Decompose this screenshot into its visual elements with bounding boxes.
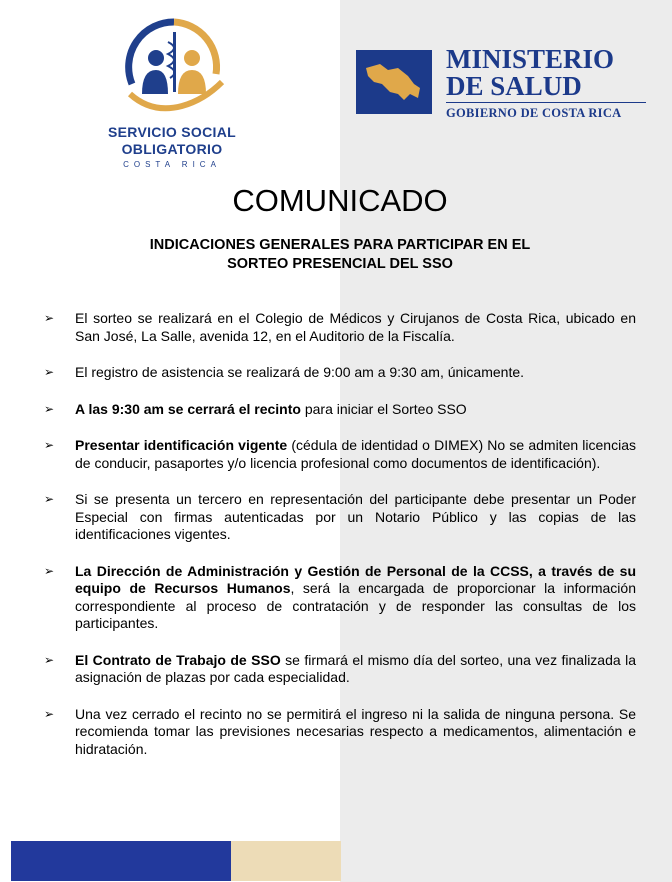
page-title: COMUNICADO <box>232 183 448 218</box>
item-bold: A las 9:30 am se cerrará el recinto <box>75 400 301 417</box>
item-text: Si se presenta un tercero en representación del participante debe presentar un Poder Especial con firmas autenticadas por un Notario Público y las copias de las identificaciones vigentes. <box>75 491 636 542</box>
arrow-bullet-icon: ➢ <box>44 401 55 416</box>
arrow-bullet-icon: ➢ <box>44 492 55 506</box>
arrow-bullet-icon: ➢ <box>44 652 55 667</box>
ministerio-title: MINISTERIO <box>446 44 615 74</box>
list-item <box>44 364 636 382</box>
subtitle <box>0 236 672 274</box>
list-item <box>44 401 636 419</box>
item-text: El sorteo se realizará en el Colegio de Médicos y Cirujanos de Costa Rica, ubicado en San José, La Salle, avenida 12, en el Auditorio de la Fiscalía. <box>75 310 636 344</box>
item-bold: El Contrato de Trabajo de SSO <box>75 651 281 668</box>
ministerio-rule <box>446 102 646 103</box>
item-text: para iniciar el Sorteo SSO <box>300 400 467 417</box>
footer-tan-bar <box>231 841 341 881</box>
arrow-bullet-icon: ➢ <box>44 438 55 452</box>
sso-logo-line1: SERVICIO SOCIAL <box>108 124 236 140</box>
salud-title: DE SALUD <box>446 71 582 101</box>
item-text: El registro de asistencia se realizará de 9:00 am a 9:30 am, únicamente. <box>75 364 525 380</box>
item-text: , será la encargada de proporcionar la información correspondiente al proceso de contratación y de responder las consultas de los participantes. <box>75 580 636 631</box>
arrow-bullet-icon: ➢ <box>44 706 55 721</box>
costa-rica-map-icon <box>356 50 432 114</box>
item-text: (cédula de identidad o DIMEX) No se admiten licencias de conducir, pasaportes y/o licencia profesional como documentos de identificación). <box>75 437 636 471</box>
sso-logo <box>92 10 252 175</box>
arrow-bullet-icon: ➢ <box>44 311 55 325</box>
gobierno-subtitle: GOBIERNO DE COSTA RICA <box>446 106 622 120</box>
item-bold: La Dirección de Administración y Gestión de Personal de la CCSS, a través de su equipo de Recursos Humanos <box>75 562 636 596</box>
item-bold: Presentar identificación vigente <box>75 437 288 453</box>
sso-emblem-icon <box>112 14 232 124</box>
list-item <box>44 706 636 759</box>
ministerio-logo <box>356 44 656 124</box>
footer-blue-bar <box>11 841 231 881</box>
list-item <box>44 652 636 687</box>
list-item <box>44 491 636 544</box>
arrow-bullet-icon: ➢ <box>44 365 55 379</box>
list-item <box>44 310 636 345</box>
sso-logo-line2: OBLIGATORIO <box>121 141 223 157</box>
subtitle-line2: SORTEO PRESENCIAL DEL SSO <box>227 256 453 272</box>
instructions-list <box>44 310 636 758</box>
sso-logo-line3: COSTA RICA <box>123 160 221 169</box>
arrow-bullet-icon: ➢ <box>44 563 55 578</box>
item-text: Una vez cerrado el recinto no se permitirá el ingreso ni la salida de ninguna persona. Se recomienda tomar las previsiones necesarias respecto a medicamentos, alimentación e hidratación. <box>75 705 636 757</box>
item-text: se firmará el mismo día del sorteo, una vez finalizada la asignación de plazas por cada especialidad. <box>75 651 636 685</box>
list-item <box>44 563 636 633</box>
subtitle-line1: INDICACIONES GENERALES PARA PARTICIPAR EN EL <box>149 237 531 253</box>
list-item <box>44 437 636 472</box>
